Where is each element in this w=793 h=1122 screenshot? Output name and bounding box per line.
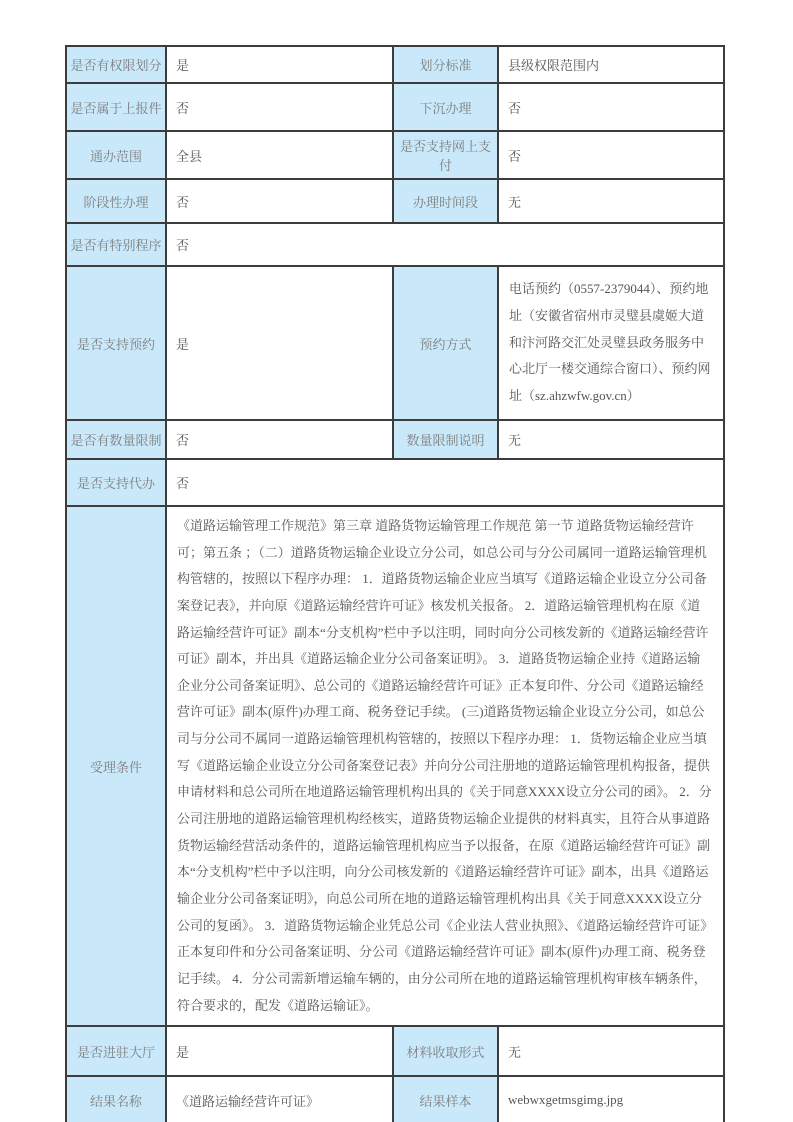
- table-row: [66, 459, 724, 506]
- table-row: [66, 266, 724, 420]
- field-label-cell: 预约方式: [393, 266, 498, 420]
- field-value-cell: 《道路运输经营许可证》: [166, 1076, 393, 1122]
- field-label-cell: 结果样本: [393, 1076, 498, 1122]
- field-value-cell: 否: [166, 459, 724, 506]
- field-label-cell: 下沉办理: [393, 83, 498, 131]
- field-label-cell: 是否支持网上支付: [393, 131, 498, 179]
- field-label-cell: 是否有数量限制: [66, 420, 166, 459]
- field-value-cell: 无: [498, 179, 724, 223]
- field-value-cell: 是: [166, 46, 393, 83]
- field-label-cell: 材料收取形式: [393, 1026, 498, 1076]
- field-value-cell: 是: [166, 1026, 393, 1076]
- field-value-cell: 否: [498, 131, 724, 179]
- table-row: [66, 420, 724, 459]
- field-label-cell: 是否支持预约: [66, 266, 166, 420]
- table-row: [66, 506, 724, 1026]
- service-detail-table: [65, 45, 725, 1122]
- service-detail-table-body: [66, 46, 724, 1122]
- field-label-cell: 通办范围: [66, 131, 166, 179]
- field-label-cell: 结果名称: [66, 1076, 166, 1122]
- table-row: [66, 179, 724, 223]
- field-value-cell: webwxgetmsgimg.jpg: [498, 1076, 724, 1122]
- table-row: [66, 223, 724, 266]
- field-label-cell: 是否进驻大厅: [66, 1026, 166, 1076]
- field-value-cell: 无: [498, 420, 724, 459]
- field-value-cell: 否: [166, 179, 393, 223]
- field-label-cell: 受理条件: [66, 506, 166, 1026]
- table-row: [66, 46, 724, 83]
- field-label-cell: 数量限制说明: [393, 420, 498, 459]
- field-label-cell: 是否支持代办: [66, 459, 166, 506]
- field-value-cell: 否: [166, 420, 393, 459]
- field-value-cell: 无: [498, 1026, 724, 1076]
- field-value-cell: 否: [166, 223, 724, 266]
- field-value-cell: 电话预约（0557-2379044）、预约地址（安徽省宿州市灵璧县虞姬大道和汴河路交汇处灵璧县政务服务中心北厅一楼交通综合窗口）、预约网址（sz.ahzwfw.gov.cn）: [498, 266, 724, 420]
- field-value-cell: 县级权限范围内: [498, 46, 724, 83]
- table-row: [66, 1026, 724, 1076]
- field-label-cell: 是否属于上报件: [66, 83, 166, 131]
- field-label-cell: 办理时间段: [393, 179, 498, 223]
- field-label-cell: 是否有特别程序: [66, 223, 166, 266]
- field-value-cell: 是: [166, 266, 393, 420]
- table-row: [66, 131, 724, 179]
- field-label-cell: 是否有权限划分: [66, 46, 166, 83]
- field-value-cell: 《道路运输管理工作规范》第三章 道路货物运输管理工作规范 第一节 道路货物运输经营许可；第五条 ；（二）道路货物运输企业设立分公司，如总公司与分公司属同一道路运输管理机构管辖的，按照以下程序办理： 1．道路货物运输企业应当填写《道路运输企业设立分公司备案登记表》，并向原《道路运输经营许可证》核发机关报备。 2．道路运输管理机构在原《道路运输经营许可证》副本“分支机构”栏中予以注明，同时向分公司核发新的《道路运输经营许可证》副本，并出具《道路运输企业分公司备案证明》。 3．道路货物运输企业持《道路运输企业分公司备案证明》、总公司的《道路运输经营许可证》正本复印件、分公司《道路运输经营许可证》副本(原件)办理工商、税务登记手续。 (三)道路货物运输企业设立分公司，如总公司与分公司不属同一道路运输管理机构管辖的，按照以下程序办理： 1．货物运输企业应当填写《道路运输企业设立分公司备案登记表》并向分公司注册地的道路运输管理机构报备，提供申请材料和总公司所在地道路运输管理机构出具的《关于同意XXXX设立分公司的函》。 2．分公司注册地的道路运输管理机构经核实，道路货物运输企业提供的材料真实，且符合从事道路货物运输经营活动条件的，道路运输管理机构应当予以报备，在原《道路运输经营许可证》副本“分支机构”栏中予以注明，向分公司核发新的《道路运输经营许可证》副本，出具《道路运输企业分公司备案证明》，向总公司所在地的道路运输管理机构出具《关于同意XXXX设立分公司的复函》。 3．道路货物运输企业凭总公司《企业法人营业执照》、《道路运输经营许可证》正本复印件和分公司备案证明、分公司《道路运输经营许可证》副本(原件)办理工商、税务登记手续。 4．分公司需新增运输车辆的，由分公司所在地的道路运输管理机构审核车辆条件，符合要求的，配发《道路运输证》。: [166, 506, 724, 1026]
- field-label-cell: 阶段性办理: [66, 179, 166, 223]
- table-row: [66, 1076, 724, 1122]
- table-row: [66, 83, 724, 131]
- field-label-cell: 划分标准: [393, 46, 498, 83]
- field-value-cell: 否: [498, 83, 724, 131]
- field-value-cell: 否: [166, 83, 393, 131]
- field-value-cell: 全县: [166, 131, 393, 179]
